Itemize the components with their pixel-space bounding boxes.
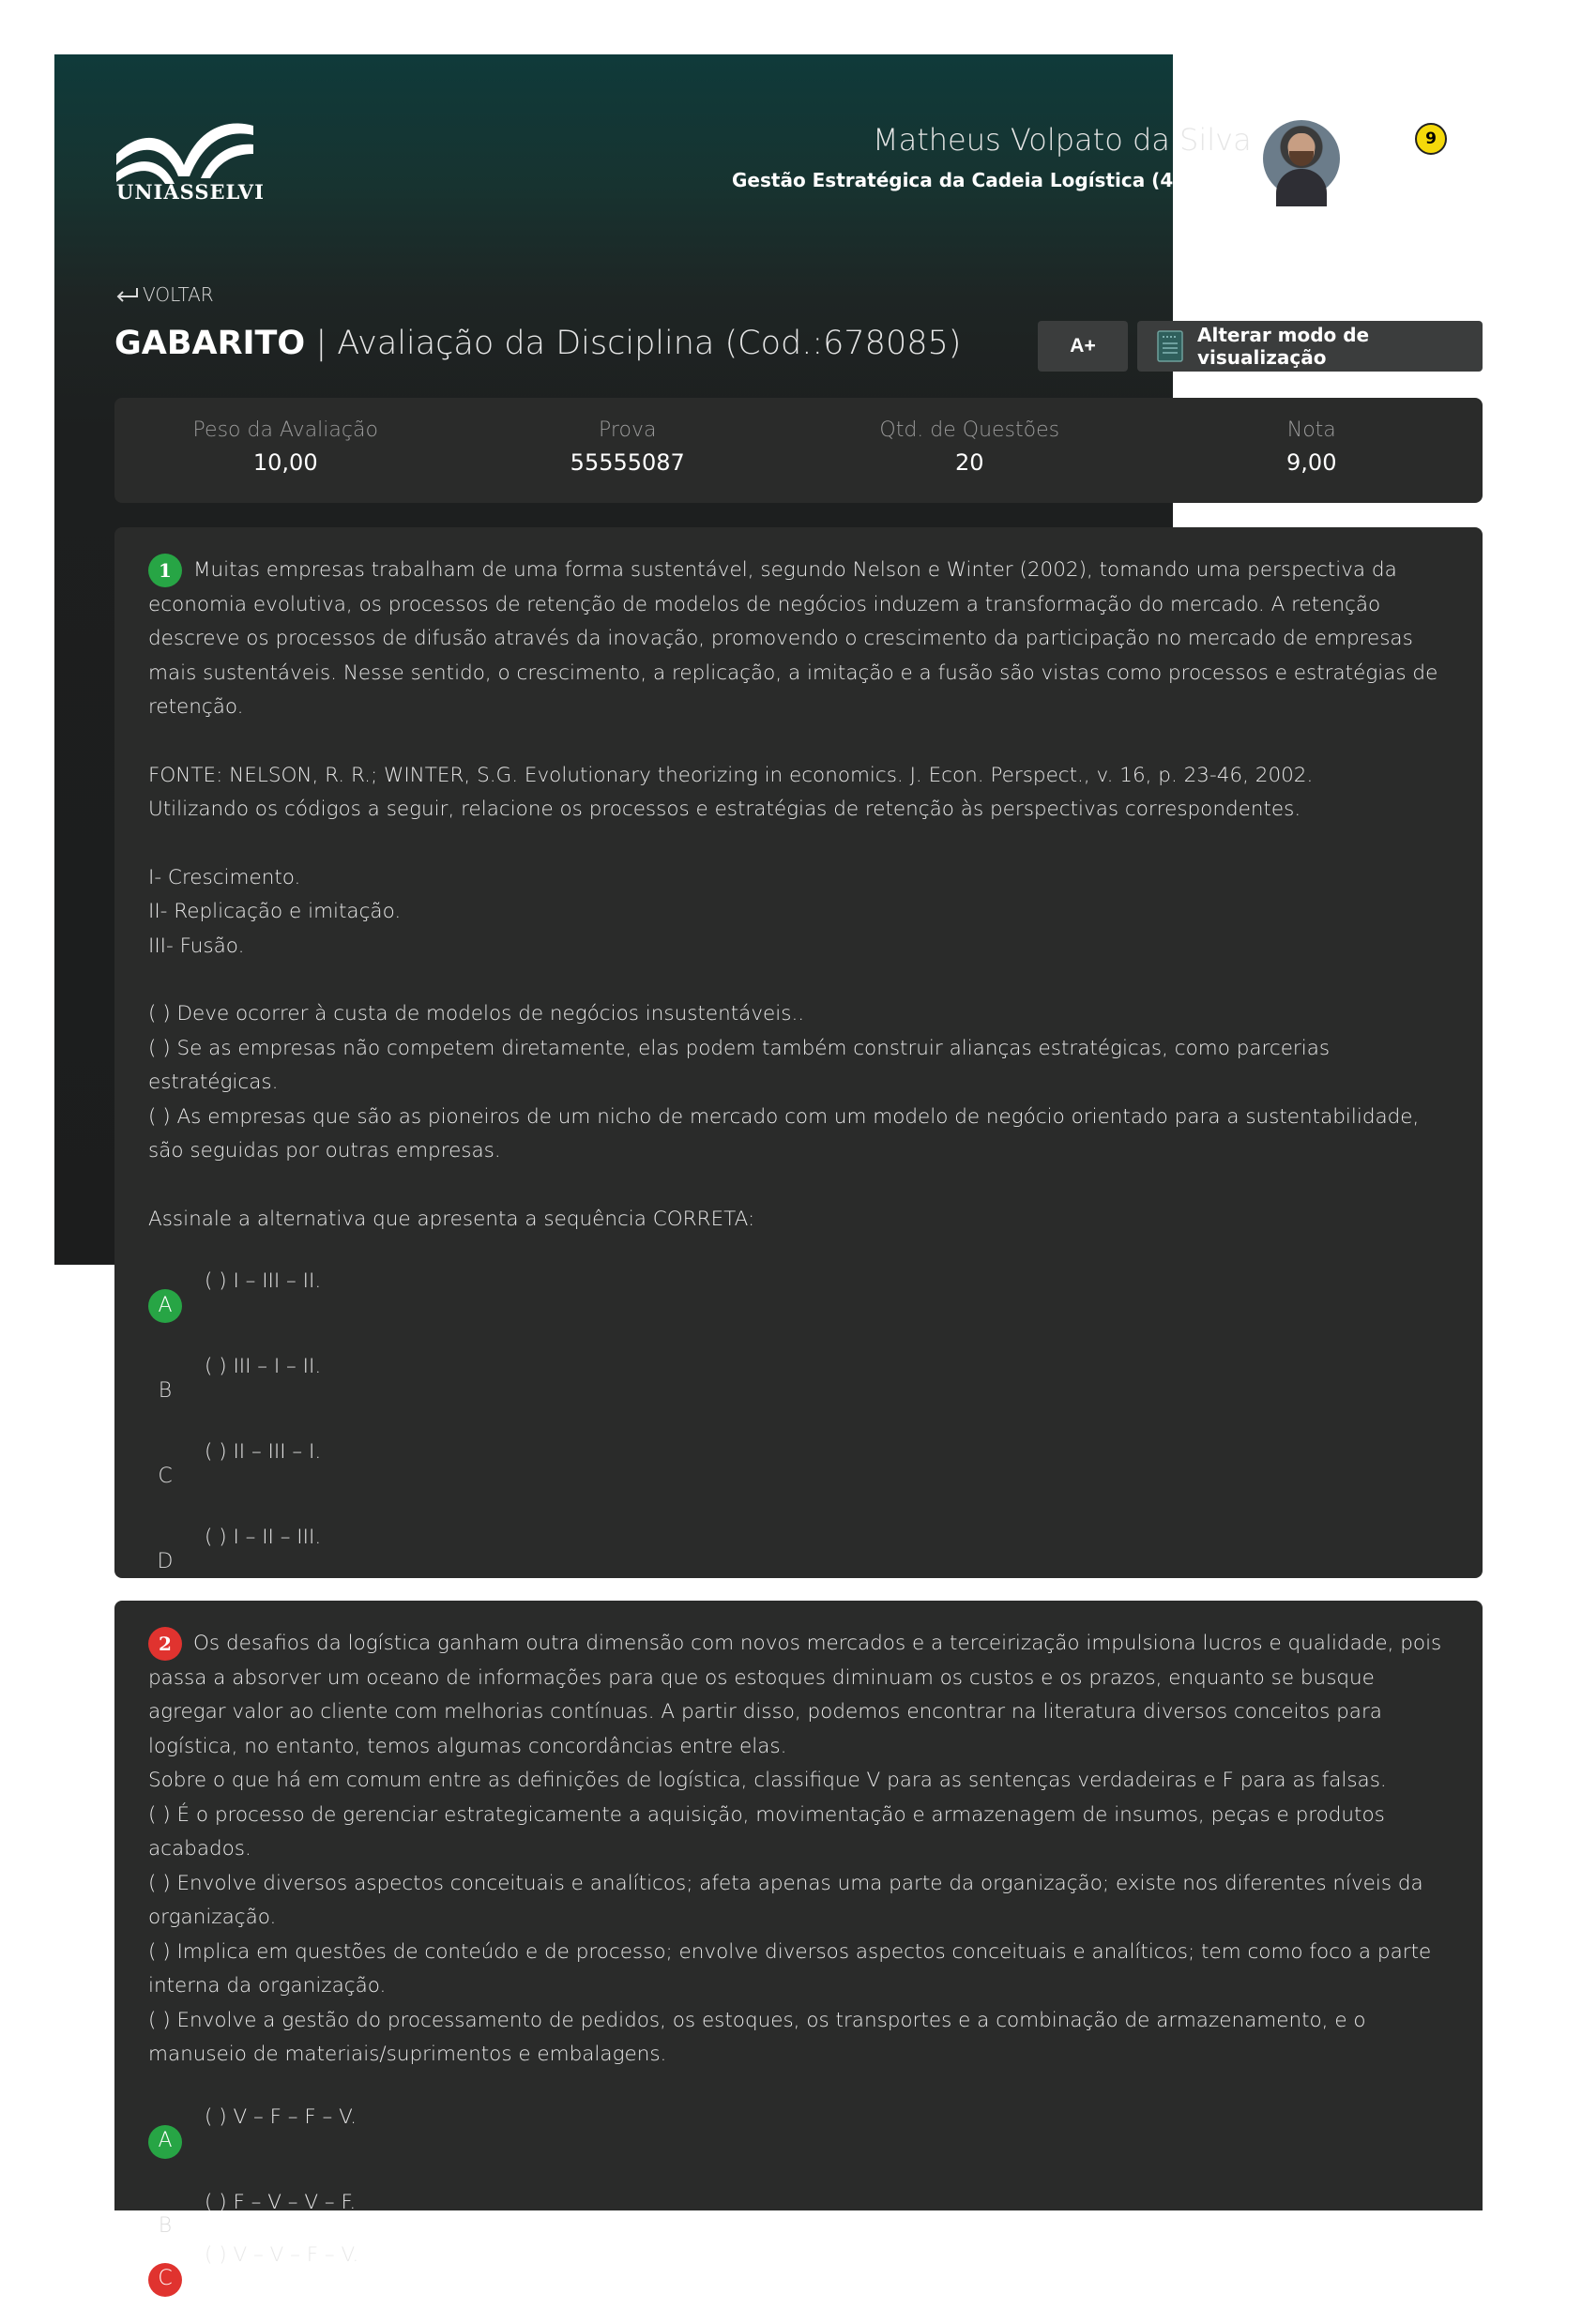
question-2-statement: ( ) É o processo de gerenciar estrategicamente a aquisição, movimentação e armazenagem de insumos, peças e produtos acabados. — [148, 1802, 1385, 1861]
question-1-statement: ( ) Deve ocorrer à custa de modelos de negócios insustentáveis.. — [148, 1002, 805, 1025]
option-c[interactable] — [148, 2239, 1449, 2324]
view-mode-button[interactable] — [1137, 321, 1483, 372]
option-text: ( ) III – I – II. — [205, 1355, 322, 1378]
option-b[interactable] — [148, 1350, 1449, 1435]
option-b[interactable] — [148, 2186, 1449, 2239]
page-title: GABARITO | Avaliação da Disciplina (Cod.:678085) — [114, 325, 962, 362]
document-icon — [1156, 329, 1184, 363]
user-name: Matheus Volpato da Silva — [873, 122, 1252, 158]
option-letter: D — [157, 1549, 174, 1573]
question-1-statement: ( ) As empresas que são as pioneiros de um nicho de mercado com um modelo de negócio orientado para a sustentabilidade, são seguidas por outras empresas. — [148, 1104, 1420, 1162]
stat-prova: Prova 55555087 — [570, 418, 685, 476]
option-letter: C — [158, 1464, 173, 1488]
notification-badge[interactable]: 9 — [1415, 123, 1447, 155]
exam-stats — [114, 398, 1483, 503]
option-letter: B — [158, 1378, 173, 1403]
option-d[interactable] — [148, 1521, 1449, 1606]
back-label: VOLTAR — [143, 283, 214, 306]
question-2-statement: ( ) Implica em questões de conteúdo e de processo; envolve diversos aspectos conceituais e analíticos; tem como foco a parte interna da organização. — [148, 1939, 1432, 1997]
return-arrow-icon — [114, 286, 139, 303]
course-name: Gestão Estratégica da Cadeia Logística (4535 — [732, 169, 1212, 191]
question-number-correct: 1 — [148, 554, 182, 587]
option-text: ( ) V – F – F – V. — [205, 2104, 357, 2129]
question-card-2 — [114, 1601, 1483, 2291]
option-c[interactable] — [148, 1435, 1449, 1521]
option-text: ( ) I – II – III. — [205, 1526, 322, 1549]
question-2-intro: 2 Os desafios da logística ganham outra dimensão com novos mercados e a terceirização impulsiona lucros e qualidade, pois passa a absorver um oceano de informações para que os estoques diminuam os custos e os prazos, enquanto se busque agregar valor ao cliente com melhorias contínuas. A partir disso, podemos encontrar na literatura diversos conceitos para logística, no entanto, temos algumas concordâncias entre elas. — [148, 1627, 1449, 1764]
option-a[interactable] — [148, 2101, 1449, 2186]
question-1-source: FONTE: NELSON, R. R.; WINTER, S.G. Evolutionary theorizing in economics. J. Econ. Perspect., v. 16, p. 23-46, 2002. — [148, 763, 1314, 787]
option-letter: B — [158, 2214, 173, 2239]
view-mode-label: Alterar modo de visualização — [1197, 324, 1370, 369]
question-1-intro: 1 Muitas empresas trabalham de uma forma sustentável, segundo Nelson e Winter (2002), tomando uma perspectiva da economia evolutiva, os processos de retenção de modelos de negócios induzem a transformação do mercado. A retenção descreve os processos de difusão através da inovação, promovendo o crescimento da participação no mercado de empresas mais sustentáveis. Nesse sentido, o crescimento, a replicação, a imitação e a fusão são vistas como processos e estratégias de retenção. — [148, 554, 1449, 725]
option-a[interactable] — [148, 1265, 1449, 1350]
back-link[interactable] — [114, 283, 214, 306]
option-text: ( ) II – III – I. — [205, 1440, 322, 1464]
increase-font-button[interactable]: A+ — [1038, 321, 1128, 372]
option-text: ( ) F – V – V – F. — [205, 2190, 357, 2214]
question-1-item: III- Fusão. — [148, 934, 245, 958]
question-2-ask: Sobre o que há em comum entre as definições de logística, classifique V para as sentenças verdadeiras e F para as falsas. — [148, 1769, 1387, 1792]
question-2-statement: ( ) Envolve a gestão do processamento de pedidos, os estoques, os transportes e a combinação de armazenamento, e o manuseio de materiais/suprimentos e embalagens. — [148, 2008, 1366, 2066]
question-2-statement: ( ) Envolve diversos aspectos conceituais e analíticos; afeta apenas uma parte da organização; existe nos diferentes níveis da organização. — [148, 1871, 1423, 1929]
option-letter: A — [148, 2125, 182, 2159]
stat-questoes: Qtd. de Questões 20 — [879, 418, 1060, 476]
question-1-statement: ( ) Se as empresas não competem diretamente, elas podem também construir alianças estratégicas, como parcerias estratégicas. — [148, 1036, 1331, 1094]
stat-nota: Nota 9,00 — [1286, 418, 1337, 476]
question-card-1 — [114, 527, 1483, 1578]
option-text: ( ) I – III – II. — [205, 1269, 322, 1293]
question-1-instruction: Utilizando os códigos a seguir, relacione os processos e estratégias de retenção às perspectivas correspondentes. — [148, 797, 1301, 821]
stat-peso: Peso da Avaliação 10,00 — [192, 418, 378, 476]
avatar[interactable] — [1263, 120, 1340, 197]
question-number-wrong: 2 — [148, 1627, 182, 1661]
question-1-item: II- Replicação e imitação. — [148, 900, 402, 923]
question-1-item: I- Crescimento. — [148, 865, 301, 889]
logo-text: UNIASSELVI — [116, 180, 265, 204]
option-letter: A — [148, 1289, 182, 1323]
option-letter: C — [148, 2263, 182, 2297]
question-1-ask: Assinale a alternativa que apresenta a sequência CORRETA: — [148, 1207, 755, 1231]
option-text: ( ) V – V – F – V. — [205, 2242, 359, 2267]
